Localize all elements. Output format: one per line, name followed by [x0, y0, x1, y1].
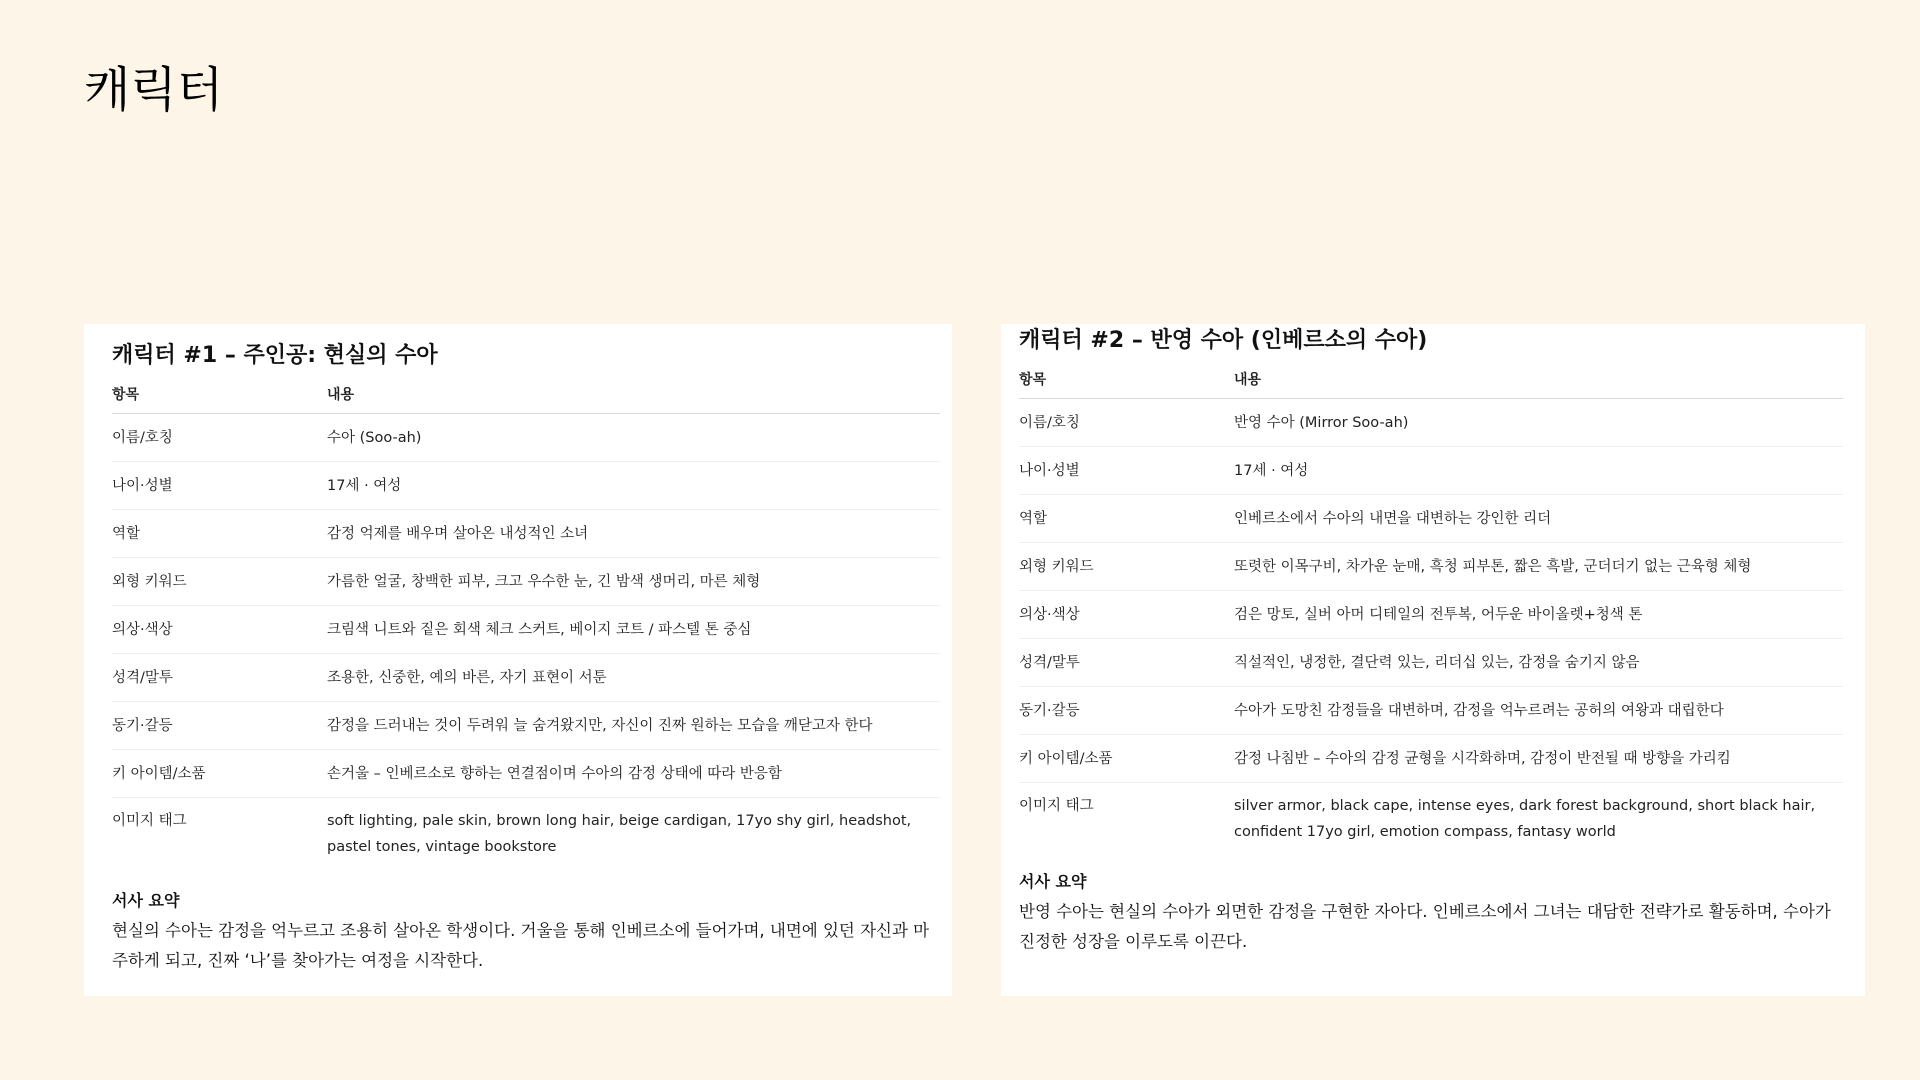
row-value: 감정 나침반 – 수아의 감정 균형을 시각화하며, 감정이 반전될 때 방향을 가리킴 [1234, 735, 1843, 783]
row-value: 17세 · 여성 [327, 462, 940, 510]
page-title: 캐릭터 [84, 62, 224, 118]
row-key: 이름/호칭 [112, 414, 327, 462]
row-value: 수아 (Soo-ah) [327, 414, 940, 462]
row-value: 또렷한 이목구비, 차가운 눈매, 흑청 피부톤, 짧은 흑발, 군더더기 없는 근육형 체형 [1234, 543, 1843, 591]
row-key: 동기·갈등 [1019, 687, 1234, 735]
summary-title: 서사 요약 [1019, 872, 1087, 891]
table-header-value: 내용 [1234, 362, 1843, 399]
character-heading: 캐릭터 #1 – 주인공: 현실의 수아 [112, 343, 438, 368]
summary-text: 현실의 수아는 감정을 억누르고 조용히 살아온 학생이다. 거울을 통해 인베르소에 들어가며, 내면에 있던 자신과 마주하게 되고, 진짜 ‘나’를 찾아가는 여정을 시작한다. [112, 921, 930, 970]
row-value: 인베르소에서 수아의 내면을 대변하는 강인한 리더 [1234, 495, 1843, 543]
row-value: 손거울 – 인베르소로 향하는 연결점이며 수아의 감정 상태에 따라 반응함 [327, 750, 940, 798]
row-value: 수아가 도망친 감정들을 대변하며, 감정을 억누르려는 공허의 여왕과 대립한다 [1234, 687, 1843, 735]
row-value: 감정을 드러내는 것이 두려워 늘 숨겨왔지만, 자신이 진짜 원하는 모습을 깨닫고자 한다 [327, 702, 940, 750]
row-value: 직설적인, 냉정한, 결단력 있는, 리더십 있는, 감정을 숨기지 않음 [1234, 639, 1843, 687]
row-key: 이미지 태그 [1019, 798, 1094, 814]
table-row [112, 606, 940, 654]
table-row [1019, 399, 1843, 447]
character-card-2 [1001, 324, 1865, 996]
table-header-key: 항목 [1019, 362, 1234, 399]
table-row [1019, 447, 1843, 495]
table-row [112, 558, 940, 606]
row-key: 역할 [112, 510, 327, 558]
row-key: 성격/말투 [112, 654, 327, 702]
row-key: 성격/말투 [1019, 639, 1234, 687]
row-key: 나이·성별 [1019, 447, 1234, 495]
row-key: 이미지 태그 [112, 813, 187, 829]
row-key: 외형 키워드 [1019, 543, 1234, 591]
character-table [1019, 362, 1843, 845]
character-heading: 캐릭터 #2 – 반영 수아 (인베르소의 수아) [1019, 328, 1428, 353]
row-key: 의상·색상 [112, 606, 327, 654]
row-value: 17세 · 여성 [1234, 447, 1843, 495]
row-value: 조용한, 신중한, 예의 바른, 자기 표현이 서툰 [327, 654, 940, 702]
table-row [112, 798, 940, 861]
row-value: 반영 수아 (Mirror Soo-ah) [1234, 399, 1843, 447]
table-row [112, 702, 940, 750]
table-row [112, 654, 940, 702]
character-card-1 [84, 324, 952, 996]
row-key: 키 아이템/소품 [1019, 735, 1234, 783]
table-row [112, 750, 940, 798]
table-header-key: 항목 [112, 377, 327, 414]
character-table [112, 377, 940, 860]
row-key: 동기·갈등 [112, 702, 327, 750]
row-key: 역할 [1019, 495, 1234, 543]
table-row [1019, 543, 1843, 591]
row-value: 가름한 얼굴, 창백한 피부, 크고 우수한 눈, 긴 밤색 생머리, 마른 체형 [327, 558, 940, 606]
table-header-row [112, 377, 940, 414]
row-value: 검은 망토, 실버 아머 디테일의 전투복, 어두운 바이올렛+청색 톤 [1234, 591, 1843, 639]
table-row [1019, 783, 1843, 846]
table-row [112, 510, 940, 558]
table-header-value: 내용 [327, 377, 940, 414]
table-row [112, 462, 940, 510]
table-row [1019, 495, 1843, 543]
row-key: 의상·색상 [1019, 591, 1234, 639]
table-row [1019, 735, 1843, 783]
summary-text: 반영 수아는 현실의 수아가 외면한 감정을 구현한 자아다. 인베르소에서 그녀는 대담한 전략가로 활동하며, 수아가 진정한 성장을 이루도록 이끈다. [1019, 902, 1831, 951]
row-key: 외형 키워드 [112, 558, 327, 606]
table-row [112, 414, 940, 462]
table-header-row [1019, 362, 1843, 399]
row-value: soft lighting, pale skin, brown long hair, beige cardigan, 17yo shy girl, headshot, pastel tones, vintage bookstore [327, 813, 912, 855]
row-value: silver armor, black cape, intense eyes, dark forest background, short black hair, confident 17yo girl, emotion compass, fantasy world [1234, 798, 1816, 840]
table-row [1019, 687, 1843, 735]
row-key: 이름/호칭 [1019, 399, 1234, 447]
row-key: 나이·성별 [112, 462, 327, 510]
row-value: 감정 억제를 배우며 살아온 내성적인 소녀 [327, 510, 940, 558]
row-key: 키 아이템/소품 [112, 750, 327, 798]
row-value: 크림색 니트와 짙은 회색 체크 스커트, 베이지 코트 / 파스텔 톤 중심 [327, 606, 940, 654]
table-row [1019, 639, 1843, 687]
summary-title: 서사 요약 [112, 891, 180, 910]
table-row [1019, 591, 1843, 639]
